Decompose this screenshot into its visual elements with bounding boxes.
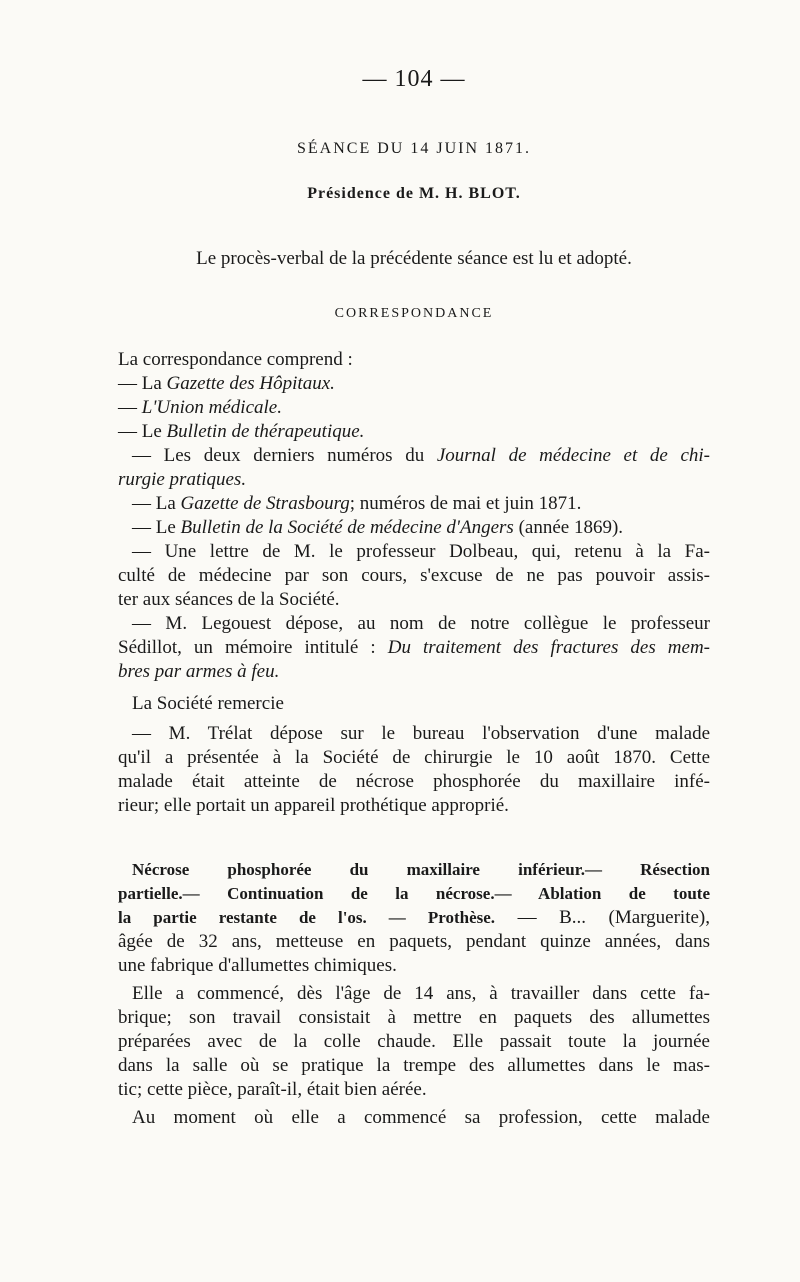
paragraph-line: Elle a commencé, dès l'âge de 14 ans, à travailler dans cette fa- [132, 983, 710, 1004]
paragraph-line: rieur; elle portait un appareil prothétique approprié. [118, 795, 509, 816]
correspondance-heading: CORRESPONDANCE [334, 306, 494, 321]
paragraph-line: qu'il a présentée à la Société de chirurgie le 10 août 1870. Cette [118, 747, 710, 768]
presidence-line: Présidence de M. H. BLOT. [307, 185, 521, 202]
text: Bulletin de thérapeutique. [166, 421, 365, 442]
list-item [118, 420, 710, 444]
observation-title-line: Nécrose phosphorée du maxillaire inférieur.— Résection [132, 860, 710, 879]
paragraph-line: — M. Legouest dépose, au nom de notre collègue le professeur [132, 613, 710, 634]
paragraph-line: — Une lettre de M. le professeur Dolbeau, qui, retenu à la Fa- [132, 541, 710, 562]
list-item [118, 516, 710, 540]
paragraph-line: brique; son travail consistait à mettre en paquets des allumettes [118, 1007, 710, 1028]
list-item [118, 444, 710, 468]
paragraph-line: âgée de 32 ans, metteuse en paquets, pendant quinze années, dans [118, 931, 710, 952]
text: L'Union médicale. [141, 397, 282, 418]
text: Bulletin de la Société de médecine d'Angers [180, 517, 514, 538]
text: — [118, 397, 142, 418]
text: — Le [132, 517, 181, 538]
paragraph-line: malade était atteinte de nécrose phosphorée du maxillaire infé- [118, 771, 710, 792]
observation-title-line [118, 906, 710, 930]
text: — La [118, 373, 167, 394]
paragraph-line: une fabrique d'allumettes chimiques. [118, 955, 397, 976]
text: Du traitement des fractures des mem- [387, 637, 710, 658]
paragraph-line: La Société remercie [132, 693, 284, 714]
observation-block [118, 858, 710, 1130]
paragraph-line: — M. Trélat dépose sur le bureau l'observation d'une malade [132, 723, 710, 744]
text: Gazette des Hôpitaux. [166, 373, 335, 394]
page-number: — 104 — [362, 66, 466, 92]
paragraph-line [118, 660, 710, 684]
text: Gazette de Strasbourg [180, 493, 350, 514]
text: — Le [118, 421, 167, 442]
paragraph-line: préparées avec de la colle chaude. Elle passait toute la journée [118, 1031, 710, 1052]
list-item [118, 372, 710, 396]
paragraph-line: La correspondance comprend : [118, 349, 353, 370]
text: (année 1869). [513, 517, 624, 538]
document-page [118, 0, 710, 1282]
text: ; numéros de mai et juin 1871. [349, 493, 582, 514]
paragraph-line: tic; cette pièce, paraît-il, était bien aérée. [118, 1079, 427, 1100]
proces-verbal-line: Le procès-verbal de la précédente séance est lu et adopté. [196, 248, 632, 269]
observation-title-line: partielle.— Continuation de la nécrose.— Ablation de toute [118, 884, 710, 903]
correspondance-block [118, 348, 710, 818]
text: — Les deux derniers numéros du [132, 445, 437, 466]
text: Journal de médecine et de chi- [436, 445, 710, 466]
paragraph-line: culté de médecine par son cours, s'excuse de ne pas pouvoir assis- [118, 565, 710, 586]
paragraph-line: dans la salle où se pratique la trempe des allumettes dans le mas- [118, 1055, 710, 1076]
text: — La [132, 493, 181, 514]
list-item-continued [118, 468, 710, 492]
text: — B... (Marguerite), [517, 907, 711, 928]
text: rurgie pratiques. [118, 469, 247, 490]
paragraph-line: Au moment où elle a commencé sa profession, cette malade [132, 1107, 710, 1128]
text: bres par armes à feu. [118, 661, 280, 682]
session-title: SÉANCE DU 14 JUIN 1871. [297, 140, 531, 157]
list-item [118, 396, 710, 420]
text: la partie restante de l'os. — Prothèse. [118, 908, 496, 927]
paragraph-line [118, 636, 710, 660]
text: Sédillot, un mémoire intitulé : [118, 637, 388, 658]
paragraph-line: ter aux séances de la Société. [118, 589, 340, 610]
list-item [118, 492, 710, 516]
